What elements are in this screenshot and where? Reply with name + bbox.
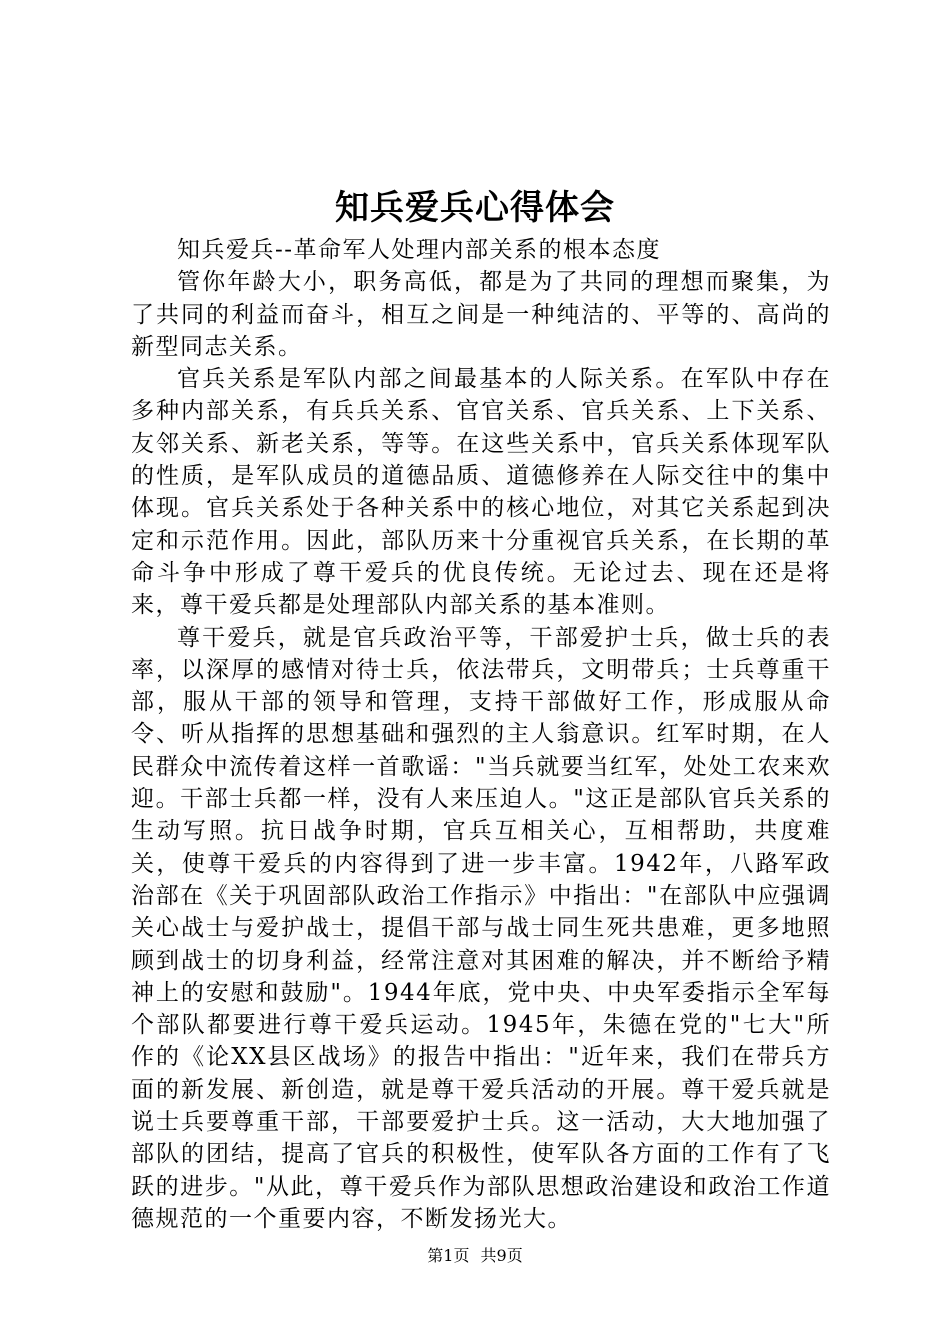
page-number: 第1页 — [427, 1246, 470, 1265]
document-body — [131, 234, 831, 1235]
paragraph-2: 官兵关系是军队内部之间最基本的人际关系。在军队中存在多种内部关系，有兵兵关系、官官关系、官兵关系、上下关系、友邻关系、新老关系，等等。在这些关系中，官兵关系体现军队的性质，是军队成员的道德品质、道德修养在人际交往中的集中体现。官兵关系处于各种关系中的核心地位，对其它关系起到决定和示范作用。因此，部队历来十分重视官兵关系，在长期的革命斗争中形成了尊干爱兵的优良传统。无论过去、现在还是将来，尊干爱兵都是处理部队内部关系的基本准则。 — [131, 366, 831, 619]
document-title: 知兵爱兵心得体会 — [335, 188, 615, 228]
paragraph-subtitle: 知兵爱兵--革命军人处理内部关系的根本态度 — [177, 237, 662, 263]
page-total: 共9页 — [480, 1246, 523, 1265]
page-footer — [0, 1245, 950, 1267]
paragraph-1: 管你年龄大小，职务高低，都是为了共同的理想而聚集，为了共同的利益而奋斗，相互之间是一种纯洁的、平等的、高尚的新型同志关系。 — [131, 269, 831, 360]
paragraph-3: 尊干爱兵，就是官兵政治平等，干部爱护士兵，做士兵的表率，以深厚的感情对待士兵，依法带兵，文明带兵；士兵尊重干部，服从干部的领导和管理，支持干部做好工作，形成服从命令、听从指挥的思想基础和强烈的主人翁意识。红军时期，在人民群众中流传着这样一首歌谣："当兵就要当红军，处处工农来欢迎。干部士兵都一样，没有人来压迫人。"这正是部队官兵关系的生动写照。抗日战争时期，官兵互相关心，互相帮助，共度难关，使尊干爱兵的内容得到了进一步丰富。1942年，八路军政治部在《关于巩固部队政治工作指示》中指出："在部队中应强调关心战士与爱护战士，提倡干部与战士同生死共患难，更多地照顾到战士的切身利益，经常注意对其困难的解决，并不断给予精神上的安慰和鼓励"。1944年底，党中央、中央军委指示全军每个部队都要进行尊干爱兵运动。1945年，朱德在党的"七大"所作的《论XX县区战场》的报告中指出："近年来，我们在带兵方面的新发展、新创造，就是尊干爱兵活动的开展。尊干爱兵就是说士兵要尊重干部，干部要爱护士兵。这一活动，大大地加强了部队的团结，提高了官兵的积极性，使军队各方面的工作有了飞跃的进步。"从此，尊干爱兵作为部队思想政治建设和政治工作道德规范的一个重要内容，不断发扬光大。 — [131, 624, 831, 1232]
